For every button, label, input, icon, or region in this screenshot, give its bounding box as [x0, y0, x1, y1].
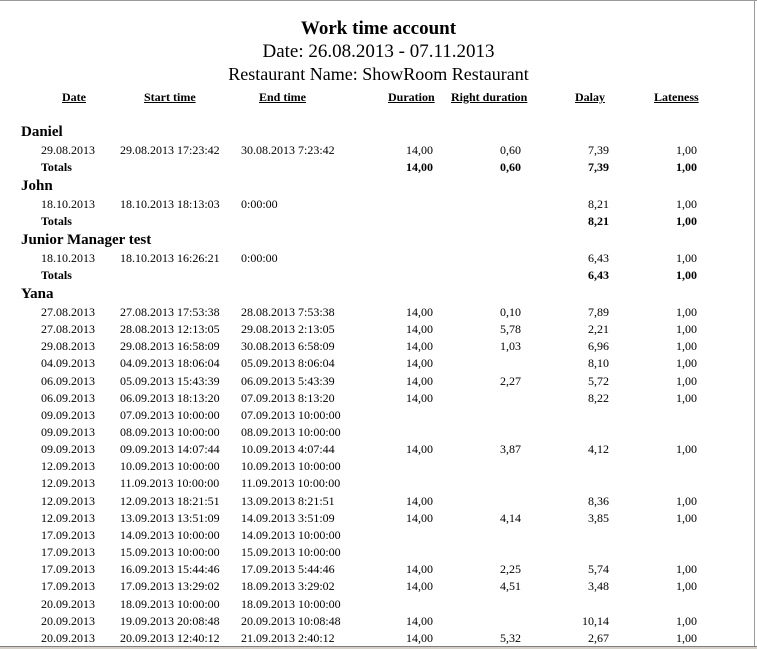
- row-start-time: 18.10.2013 18:13:03: [120, 197, 220, 211]
- row-date: 06.09.2013: [41, 391, 95, 405]
- row-lateness: 1,00: [676, 339, 697, 353]
- employee-name: Junior Manager test: [21, 232, 152, 248]
- row-duration: 14,00: [406, 442, 433, 456]
- row-end-time: 28.08.2013 7:53:38: [241, 305, 335, 319]
- row-date: 17.09.2013: [41, 562, 95, 576]
- totals-label: Totals: [41, 160, 72, 174]
- row-start-time: 12.09.2013 18:21:51: [120, 494, 220, 508]
- row-lateness: 1,00: [676, 322, 697, 336]
- row-date: 12.09.2013: [41, 511, 95, 525]
- row-delay: 10,14: [582, 614, 609, 628]
- column-header-end-time: End time: [259, 90, 307, 104]
- row-end-time: 07.09.2013 8:13:20: [241, 391, 335, 405]
- row-duration: 14,00: [406, 631, 433, 645]
- totals-lateness: 1,00: [676, 160, 697, 174]
- row-end-time: 11.09.2013 10:00:00: [241, 476, 341, 490]
- row-end-time: 15.09.2013 10:00:00: [241, 545, 341, 559]
- row-date: 12.09.2013: [41, 494, 95, 508]
- row-start-time: 16.09.2013 15:44:46: [120, 562, 220, 576]
- row-start-time: 18.09.2013 10:00:00: [120, 597, 220, 611]
- row-duration: 14,00: [406, 511, 433, 525]
- row-date: 20.09.2013: [41, 614, 95, 628]
- row-end-time: 06.09.2013 5:43:39: [241, 374, 335, 388]
- row-date: 27.08.2013: [41, 305, 95, 319]
- row-end-time: 14.09.2013 10:00:00: [241, 528, 341, 542]
- row-date: 18.10.2013: [41, 251, 95, 265]
- row-delay: 2,67: [588, 631, 609, 645]
- totals-delay: 8,21: [588, 214, 609, 228]
- row-date: 29.08.2013: [41, 143, 95, 157]
- row-delay: 8,21: [588, 197, 609, 211]
- row-delay: 7,89: [588, 305, 609, 319]
- row-start-time: 29.08.2013 16:58:09: [120, 339, 220, 353]
- row-delay: 2,21: [588, 322, 609, 336]
- row-date: 18.10.2013: [41, 197, 95, 211]
- row-delay: 4,12: [588, 442, 609, 456]
- column-header-lateness: Lateness: [654, 90, 699, 104]
- row-end-time: 18.09.2013 3:29:02: [241, 579, 335, 593]
- row-start-time: 05.09.2013 15:43:39: [120, 374, 220, 388]
- totals-duration: 14,00: [406, 160, 433, 174]
- row-lateness: 1,00: [676, 374, 697, 388]
- row-start-time: 04.09.2013 18:06:04: [120, 356, 220, 370]
- row-lateness: 1,00: [676, 494, 697, 508]
- row-delay: 3,48: [588, 579, 609, 593]
- row-lateness: 1,00: [676, 251, 697, 265]
- row-lateness: 1,00: [676, 511, 697, 525]
- row-date: 06.09.2013: [41, 374, 95, 388]
- column-header-right-duration: Right duration: [451, 90, 528, 104]
- row-start-time: 13.09.2013 13:51:09: [120, 511, 220, 525]
- totals-label: Totals: [41, 268, 72, 282]
- row-end-time: 20.09.2013 10:08:48: [241, 614, 341, 628]
- row-lateness: 1,00: [676, 197, 697, 211]
- row-end-time: 18.09.2013 10:00:00: [241, 597, 341, 611]
- row-delay: 5,72: [588, 374, 609, 388]
- row-duration: 14,00: [406, 391, 433, 405]
- row-date: 09.09.2013: [41, 408, 95, 422]
- row-duration: 14,00: [406, 322, 433, 336]
- row-start-time: 28.08.2013 12:13:05: [120, 322, 220, 336]
- row-duration: 14,00: [406, 143, 433, 157]
- employee-name: Daniel: [21, 124, 63, 140]
- row-start-time: 17.09.2013 13:29:02: [120, 579, 220, 593]
- row-start-time: 11.09.2013 10:00:00: [120, 476, 220, 490]
- report-title: Work time account: [300, 18, 457, 39]
- row-end-time: 10.09.2013 10:00:00: [241, 459, 341, 473]
- row-date: 17.09.2013: [41, 579, 95, 593]
- row-end-time: 10.09.2013 4:07:44: [241, 442, 335, 456]
- employee-name: John: [21, 178, 53, 194]
- row-end-time: 21.09.2013 2:40:12: [241, 631, 335, 645]
- row-delay: 3,85: [588, 511, 609, 525]
- row-duration: 14,00: [406, 339, 433, 353]
- row-date: 20.09.2013: [41, 631, 95, 645]
- page-border-right: [754, 0, 755, 649]
- row-start-time: 14.09.2013 10:00:00: [120, 528, 220, 542]
- row-end-time: 0:00:00: [241, 251, 278, 265]
- row-end-time: 29.08.2013 2:13:05: [241, 322, 335, 336]
- row-duration: 14,00: [406, 579, 433, 593]
- row-date: 09.09.2013: [41, 442, 95, 456]
- row-right-duration: 1,03: [500, 339, 521, 353]
- totals-delay: 7,39: [588, 160, 609, 174]
- page-border-top: [0, 0, 757, 1]
- row-date: 17.09.2013: [41, 528, 95, 542]
- row-duration: 14,00: [406, 374, 433, 388]
- row-delay: 6,96: [588, 339, 609, 353]
- row-delay: 8,10: [588, 356, 609, 370]
- row-right-duration: 0,60: [500, 143, 521, 157]
- row-end-time: 08.09.2013 10:00:00: [241, 425, 341, 439]
- totals-delay: 6,43: [588, 268, 609, 282]
- row-end-time: 30.08.2013 7:23:42: [241, 143, 335, 157]
- row-end-time: 17.09.2013 5:44:46: [241, 562, 335, 576]
- row-right-duration: 4,14: [500, 511, 521, 525]
- row-end-time: 0:00:00: [241, 197, 278, 211]
- totals-lateness: 1,00: [676, 268, 697, 282]
- totals-right-duration: 0,60: [500, 160, 521, 174]
- row-lateness: 1,00: [676, 614, 697, 628]
- row-right-duration: 4,51: [500, 579, 521, 593]
- row-duration: 14,00: [406, 614, 433, 628]
- row-lateness: 1,00: [676, 305, 697, 319]
- row-date: 12.09.2013: [41, 459, 95, 473]
- row-start-time: 19.09.2013 20:08:48: [120, 614, 220, 628]
- row-date: 12.09.2013: [41, 476, 95, 490]
- row-duration: 14,00: [406, 562, 433, 576]
- row-end-time: 05.09.2013 8:06:04: [241, 356, 335, 370]
- row-delay: 8,22: [588, 391, 609, 405]
- row-date: 17.09.2013: [41, 545, 95, 559]
- row-delay: 6,43: [588, 251, 609, 265]
- row-duration: 14,00: [406, 305, 433, 319]
- row-start-time: 29.08.2013 17:23:42: [120, 143, 220, 157]
- row-start-time: 15.09.2013 10:00:00: [120, 545, 220, 559]
- row-right-duration: 3,87: [500, 442, 521, 456]
- row-right-duration: 5,32: [500, 631, 521, 645]
- row-start-time: 10.09.2013 10:00:00: [120, 459, 220, 473]
- row-start-time: 08.09.2013 10:00:00: [120, 425, 220, 439]
- row-delay: 5,74: [588, 562, 609, 576]
- row-lateness: 1,00: [676, 579, 697, 593]
- column-header-start-time: Start time: [144, 90, 196, 104]
- row-start-time: 06.09.2013 18:13:20: [120, 391, 220, 405]
- row-lateness: 1,00: [676, 356, 697, 370]
- row-right-duration: 5,78: [500, 322, 521, 336]
- row-start-time: 07.09.2013 10:00:00: [120, 408, 220, 422]
- row-right-duration: 2,25: [500, 562, 521, 576]
- column-header-delay: Dalay: [575, 90, 605, 104]
- row-lateness: 1,00: [676, 143, 697, 157]
- row-end-time: 30.08.2013 6:58:09: [241, 339, 335, 353]
- row-delay: 7,39: [588, 143, 609, 157]
- totals-lateness: 1,00: [676, 214, 697, 228]
- row-date: 04.09.2013: [41, 356, 95, 370]
- row-lateness: 1,00: [676, 631, 697, 645]
- row-lateness: 1,00: [676, 562, 697, 576]
- column-header-duration: Duration: [388, 90, 435, 104]
- row-date: 29.08.2013: [41, 339, 95, 353]
- row-date: 09.09.2013: [41, 425, 95, 439]
- row-right-duration: 0,10: [500, 305, 521, 319]
- row-end-time: 14.09.2013 3:51:09: [241, 511, 335, 525]
- row-right-duration: 2,27: [500, 374, 521, 388]
- row-lateness: 1,00: [676, 442, 697, 456]
- row-duration: 14,00: [406, 356, 433, 370]
- row-lateness: 1,00: [676, 391, 697, 405]
- report-date-range: Date: 26.08.2013 - 07.11.2013: [262, 41, 495, 62]
- row-date: 27.08.2013: [41, 322, 95, 336]
- row-delay: 8,36: [588, 494, 609, 508]
- row-end-time: 13.09.2013 8:21:51: [241, 494, 335, 508]
- row-start-time: 27.08.2013 17:53:38: [120, 305, 220, 319]
- column-header-date: Date: [62, 90, 86, 104]
- row-date: 20.09.2013: [41, 597, 95, 611]
- totals-label: Totals: [41, 214, 72, 228]
- row-duration: 14,00: [406, 494, 433, 508]
- row-end-time: 07.09.2013 10:00:00: [241, 408, 341, 422]
- report-restaurant-name: Restaurant Name: ShowRoom Restaurant: [228, 64, 529, 84]
- row-start-time: 09.09.2013 14:07:44: [120, 442, 220, 456]
- employee-name: Yana: [21, 286, 54, 302]
- row-start-time: 20.09.2013 12:40:12: [120, 631, 220, 645]
- row-start-time: 18.10.2013 16:26:21: [120, 251, 220, 265]
